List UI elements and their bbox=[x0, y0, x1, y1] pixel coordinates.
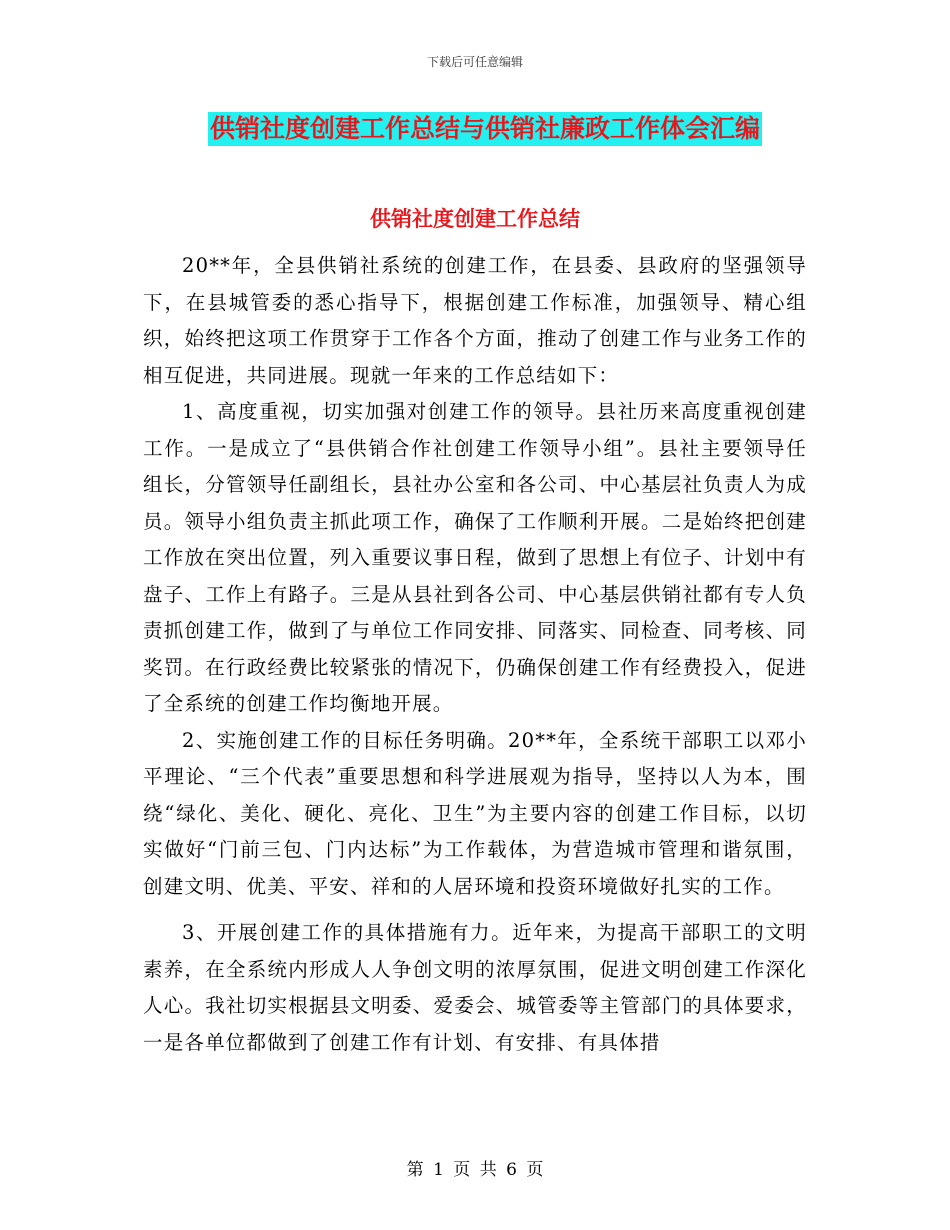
paragraph-item-3: 3、开展创建工作的具体措施有力。近年来，为提高干部职工的文明素养，在全系统内形成人人争创文明的浓厚氛围，促进文明创建工作深化人心。我社切实根据县文明委、爱委会、城管委等主管部门的具体要求，一是各单位都做到了创建工作有计划、有安排、有具体措 bbox=[143, 921, 807, 1054]
paragraph-intro: 20**年，全县供销社系统的创建工作，在县委、县政府的坚强领导下，在县城管委的悉心指导下，根据创建工作标准，加强领导、精心组织，始终把这项工作贯穿于工作各个方面，推动了创建工作与业务工作的相互促进，共同进展。现就一年来的工作总结如下： bbox=[143, 254, 807, 387]
header-note: 下载后可任意编辑 bbox=[426, 55, 523, 69]
body-text bbox=[143, 248, 807, 1061]
paragraph-item-2: 2、实施创建工作的目标任务明确。20**年，全系统干部职工以邓小平理论、“三个代表”重要思想和科学进展观为指导，坚持以人为本，围绕“绿化、美化、硬化、亮化、卫生”为主要内容的创建工作目标，以切实做好“门前三包、门内达标”为工作载体，为营造城市管理和谐氛围，创建文明、优美、平安、祥和的人居环境和投资环境做好扎实的工作。 bbox=[143, 728, 807, 898]
section-title: 供销社度创建工作总结 bbox=[370, 206, 580, 231]
paragraph-item-1: 1、高度重视，切实加强对创建工作的领导。县社历来高度重视创建工作。一是成立了“县供销合作社创建工作领导小组”。县社主要领导任组长，分管领导任副组长，县社办公室和各公司、中心基层社负责人为成员。领导小组负责主抓此项工作，确保了工作顺利开展。二是始终把创建工作放在突出位置，列入重要议事日程，做到了思想上有位子、计划中有盘子、工作上有路子。三是从县社到各公司、中心基层供销社都有专人负责抓创建工作，做到了与单位工作同安排、同落实、同检查、同考核、同奖罚。在行政经费比较紧张的情况下，仍确保创建工作有经费投入，促进了全系统的创建工作均衡地开展。 bbox=[143, 400, 807, 715]
document-title: 供销社度创建工作总结与供销社廉政工作体会汇编 bbox=[208, 112, 762, 146]
page-footer: 第 1 页 共 6 页 bbox=[406, 1160, 544, 1180]
